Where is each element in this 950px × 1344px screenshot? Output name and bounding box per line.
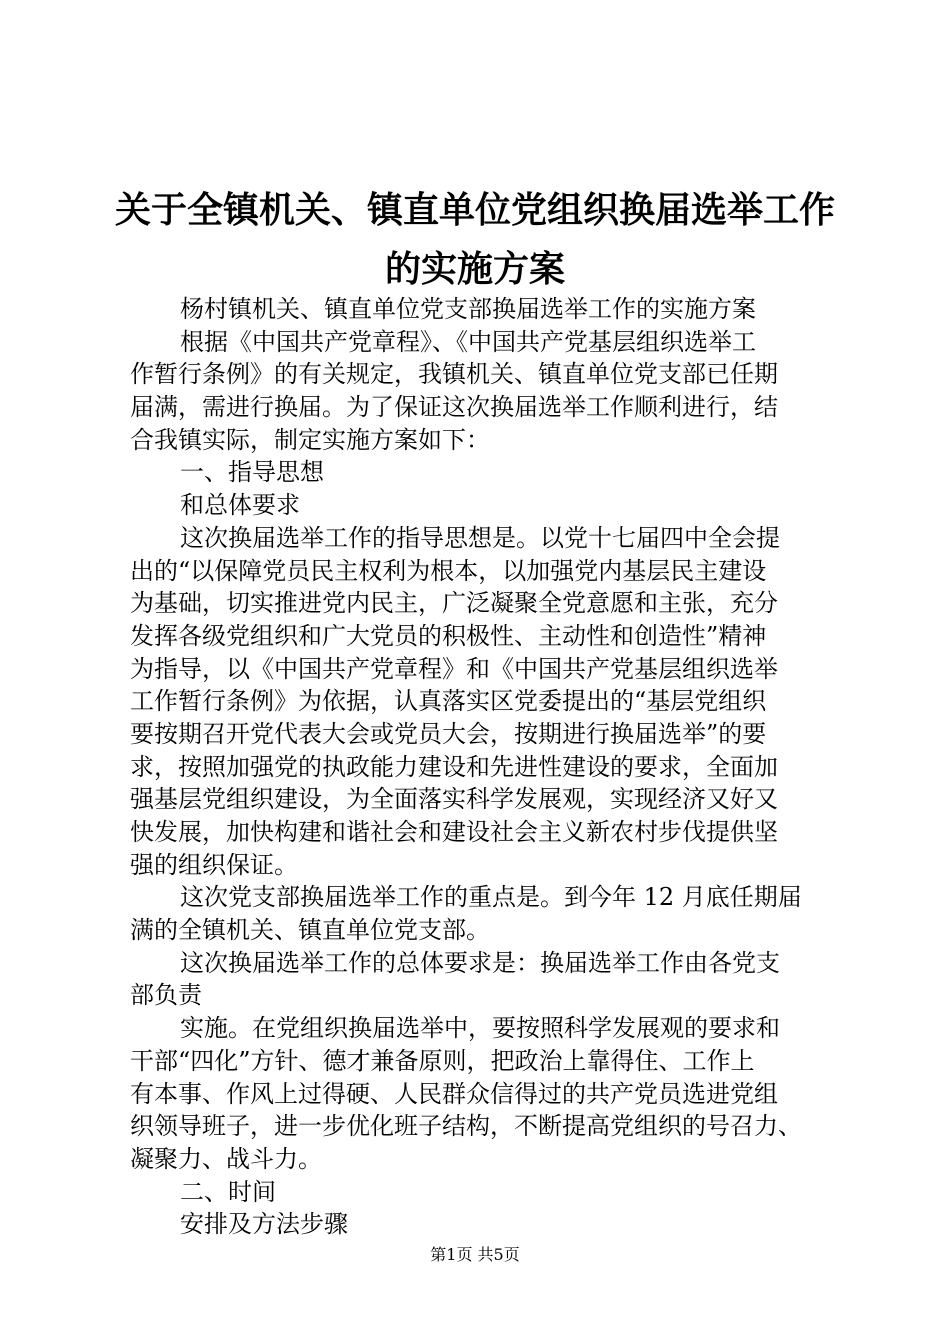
document-title-line-2: 的实施方案 xyxy=(384,249,565,290)
body-text-line: 干部“四化”方针、德才兼备原则，把政治上靠得住、工作上 xyxy=(130,1046,755,1075)
body-text-line: 出的“以保障党员民主权利为根本，以加强党内基层民主建设 xyxy=(130,556,767,585)
body-text-line: 快发展，加快构建和谐社会和建设社会主义新农村步伐提供坚 xyxy=(130,818,778,846)
body-text-line: 杨村镇机关、镇直单位党支部换届选举工作的实施方案 xyxy=(180,295,756,323)
body-text-line: 部负责 xyxy=(130,981,202,1010)
body-text-line: 强基层党组织建设，为全面落实科学发展观，实现经济又好又 xyxy=(130,785,778,814)
body-text-line: 合我镇实际，制定实施方案如下： xyxy=(130,425,490,454)
body-text-line: 届满，需进行换届。为了保证这次换届选举工作顺利进行，结 xyxy=(130,393,778,422)
page-footer: 第1页 共5页 xyxy=(430,1245,520,1264)
body-text-line: 发挥各级党组织和广大党员的积极性、主动性和创造性”精神 xyxy=(130,621,767,650)
body-text-line: 和总体要求 xyxy=(180,491,300,520)
body-text-line: 为基础，切实推进党内民主，广泛凝聚全党意愿和主张，充分 xyxy=(130,589,778,618)
body-text-line: 这次换届选举工作的总体要求是：换届选举工作由各党支 xyxy=(180,948,780,977)
body-text-line: 强的组织保证。 xyxy=(130,850,298,879)
body-text-line: 作暂行条例》的有关规定，我镇机关、镇直单位党支部已任期 xyxy=(130,360,778,389)
document-title-line-1: 关于全镇机关、镇直单位党组织换届选举工作 xyxy=(114,190,835,231)
body-text-line: 安排及方法步骤 xyxy=(180,1210,348,1239)
body-text-line: 一、指导思想 xyxy=(180,458,324,487)
body-text-line: 工作暂行条例》为依据，认真落实区党委提出的“基层党组织 xyxy=(130,687,767,716)
body-text-line: 这次换届选举工作的指导思想是。以党十七届四中全会提 xyxy=(180,523,780,552)
body-text-line: 有本事、作风上过得硬、人民群众信得过的共产党员选进党组 xyxy=(130,1079,778,1108)
document-body xyxy=(130,293,825,1241)
body-text-line: 凝聚力、战斗力。 xyxy=(130,1144,322,1173)
body-text-line: 这次党支部换届选举工作的重点是。到今年 12 月底任期届 xyxy=(180,883,802,912)
body-text-line: 要按期召开党代表大会或党员大会，按期进行换届选举”的要 xyxy=(130,719,767,748)
body-text-line: 求，按照加强党的执政能力建设和先进性建设的要求，全面加 xyxy=(130,752,778,781)
body-text-line: 实施。在党组织换届选举中，要按照科学发展观的要求和 xyxy=(180,1014,780,1043)
body-text-line: 织领导班子，进一步优化班子结构，不断提高党组织的号召力、 xyxy=(130,1112,802,1141)
body-text-line: 二、时间 xyxy=(180,1177,276,1206)
body-text-line: 根据《中国共产党章程》、《中国共产党基层组织选举工 xyxy=(180,327,756,356)
body-text-line: 为指导，以《中国共产党章程》和《中国共产党基层组织选举 xyxy=(130,654,778,683)
body-text-line: 满的全镇机关、镇直单位党支部。 xyxy=(130,916,490,945)
